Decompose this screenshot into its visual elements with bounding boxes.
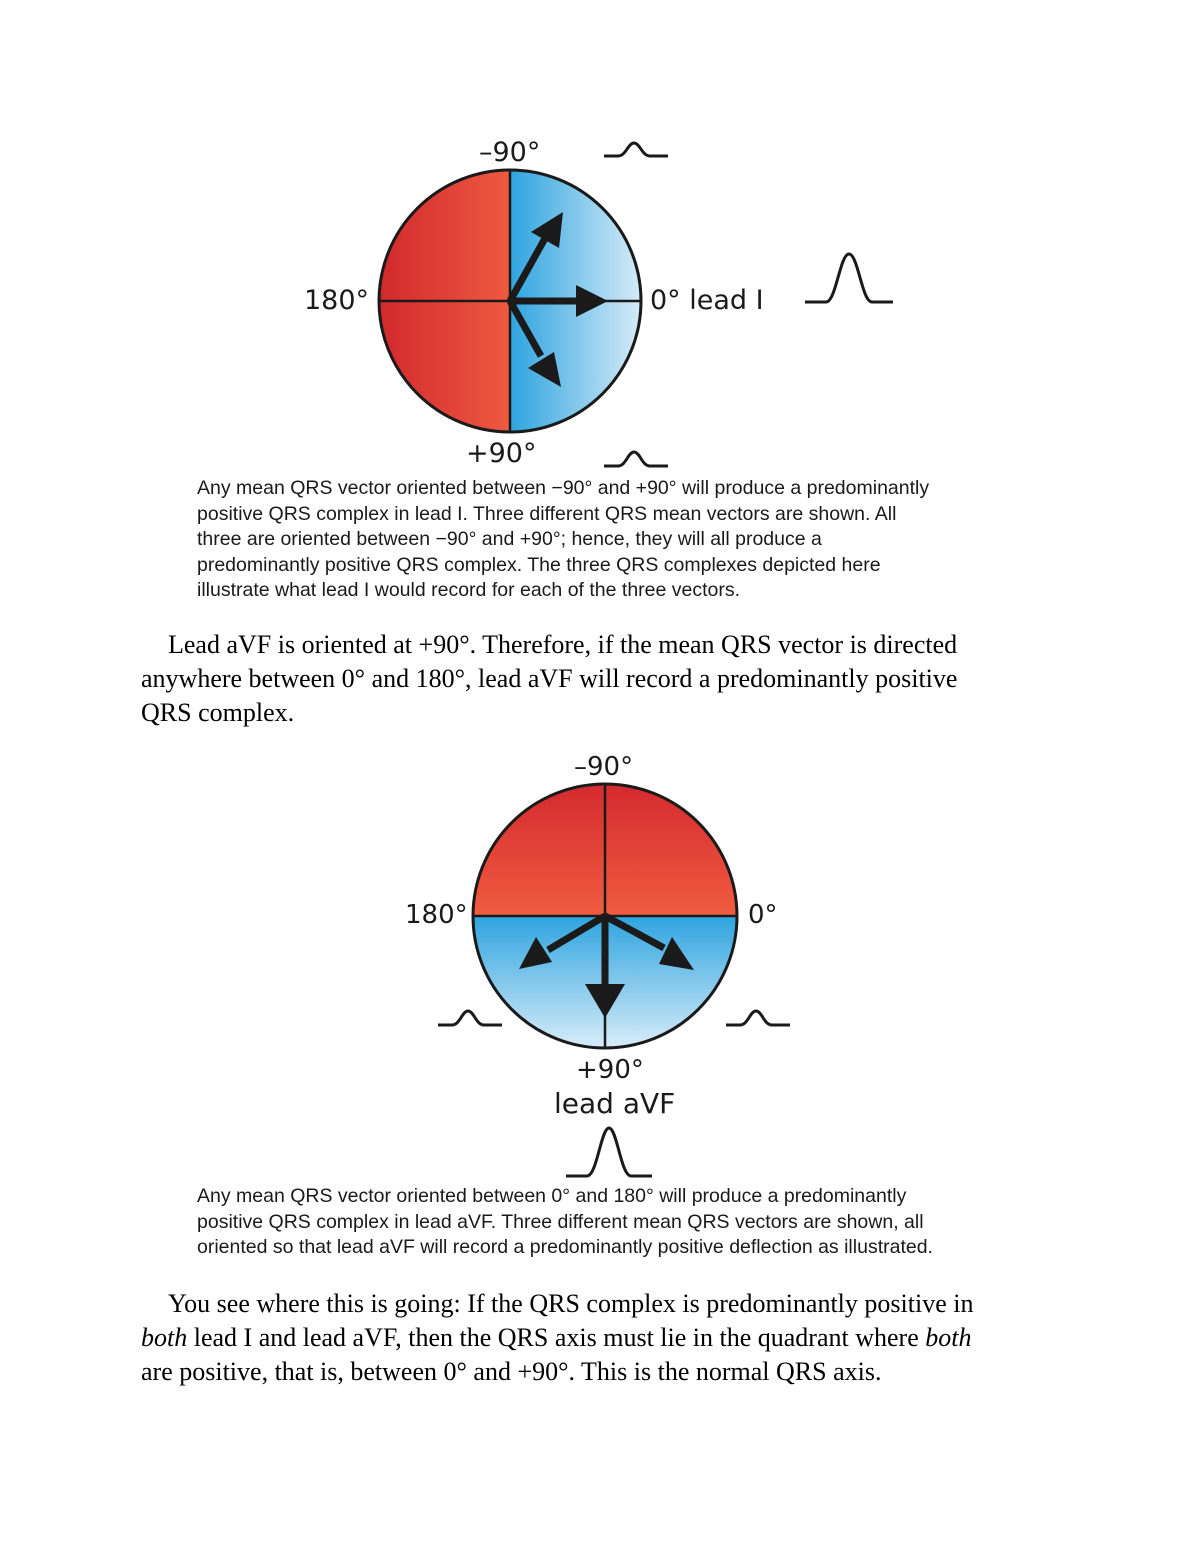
- caption-line: positive QRS complex in lead I. Three different QRS mean vectors are shown. All: [197, 502, 897, 525]
- caption-line: illustrate what lead I would record for each of the three vectors.: [197, 579, 741, 601]
- fig2-label-plus-90: +90°: [576, 1055, 644, 1085]
- caption-line: positive QRS complex in lead aVF. Three different mean QRS vectors are shown, all: [197, 1210, 924, 1233]
- paragraph-line: [141, 1321, 973, 1355]
- qrs-waveform-large-bottom: [566, 1128, 652, 1176]
- fig2-label-minus-90: –90°: [574, 752, 634, 782]
- fig2-label-lead-avf: lead aVF: [554, 1087, 676, 1120]
- fig1-label-plus-90: +90°: [466, 438, 537, 469]
- caption-line: Any mean QRS vector oriented between 0° and 180° will produce a predominantly: [197, 1185, 907, 1207]
- paragraph-normal-axis: [141, 1287, 973, 1389]
- emphasis-both: both: [925, 1323, 972, 1352]
- fig2-label-0: 0°: [748, 900, 778, 930]
- caption-line: predominantly positive QRS complex. The three QRS complexes depicted here: [197, 553, 881, 576]
- fig1-label-180: 180°: [304, 285, 370, 316]
- paragraph-line: are positive, that is, between 0° and +90°. This is the normal QRS axis.: [141, 1357, 882, 1386]
- qrs-waveform-small-left: [438, 1011, 502, 1025]
- emphasis-both: both: [141, 1323, 188, 1352]
- paragraph-line: anywhere between 0° and 180°, lead aVF will record a predominantly positive: [141, 664, 958, 693]
- fig2-label-180: 180°: [405, 900, 468, 930]
- paragraph-fragment: lead I and lead aVF, then the QRS axis must lie in the quadrant where: [187, 1323, 926, 1352]
- fig1-label-0-lead-i: 0° lead I: [650, 285, 764, 316]
- caption-line: Any mean QRS vector oriented between −90° and +90° will produce a predominantly: [197, 477, 930, 499]
- fig1-label-minus-90: –90°: [479, 137, 541, 168]
- caption-line: oriented so that lead aVF will record a predominantly positive deflection as illustrated.: [197, 1236, 933, 1258]
- qrs-waveform-small-right: [726, 1011, 790, 1025]
- paragraph-line: QRS complex.: [141, 698, 295, 727]
- figure2-caption: [197, 1184, 933, 1261]
- paragraph-line: Lead aVF is oriented at +90°. Therefore, if the mean QRS vector is directed: [168, 630, 958, 659]
- paragraph-line: You see where this is going: If the QRS complex is predominantly positive in: [168, 1289, 974, 1318]
- caption-line: three are oriented between −90° and +90°; hence, they will all produce a: [197, 528, 822, 550]
